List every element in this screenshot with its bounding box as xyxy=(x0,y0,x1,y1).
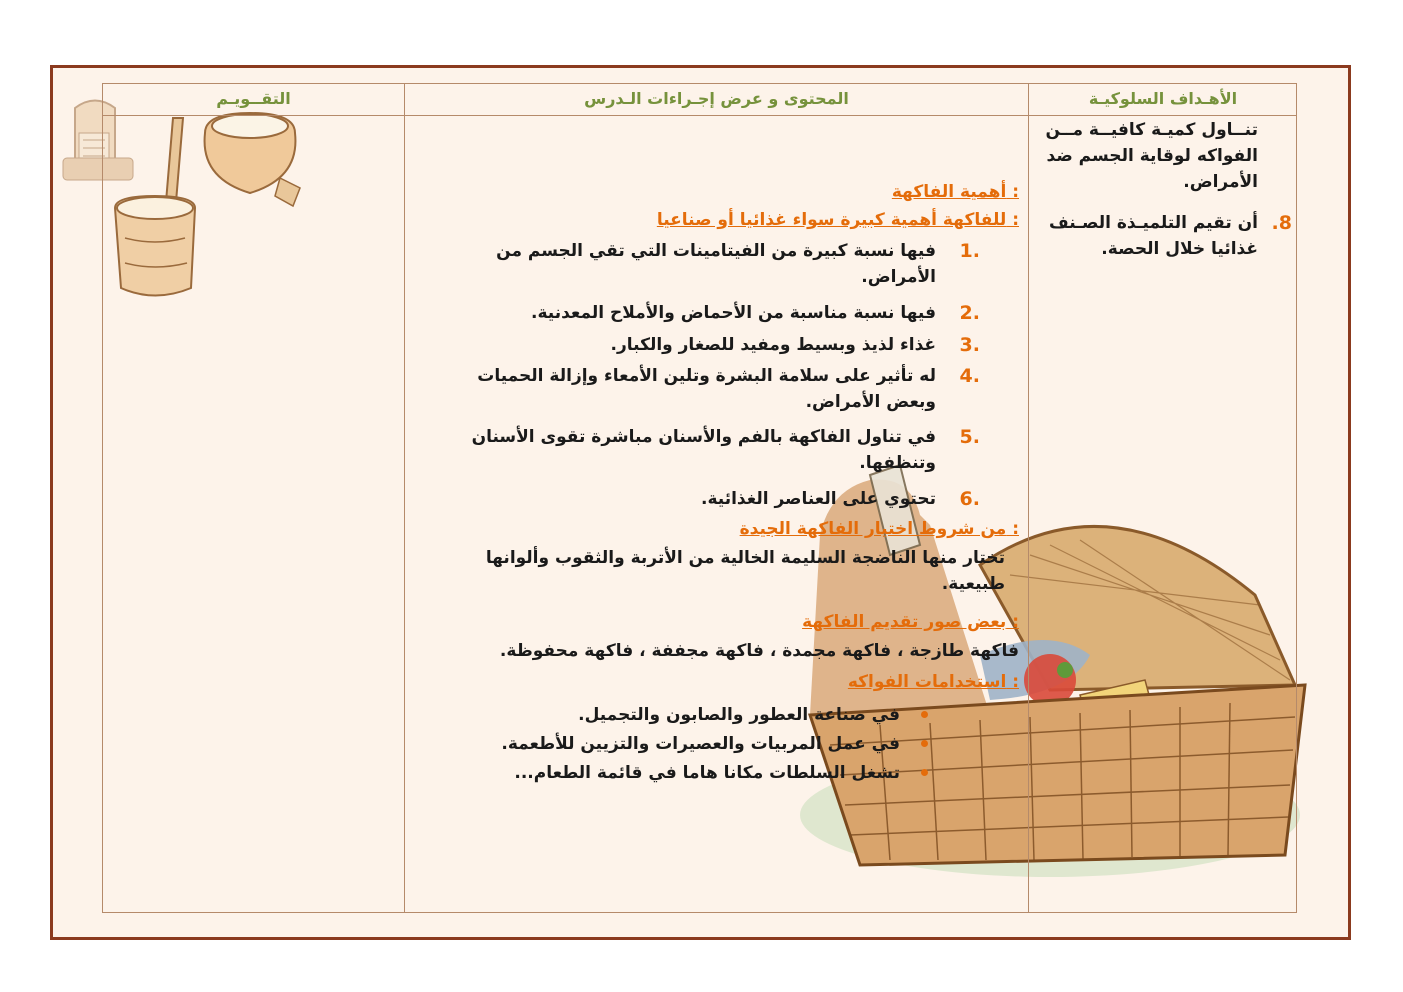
objective-item: تنــاول كميـة كافيــة مــن الفواكه لوقاية الجسم ضد الأمراض. xyxy=(1045,120,1258,192)
bullet-icon xyxy=(921,769,928,776)
list-item xyxy=(420,486,980,516)
list-number: .4 xyxy=(959,365,980,387)
list-item xyxy=(460,760,928,788)
list-text: في صناعة العطور والصابون والتجميل. xyxy=(578,705,900,725)
list-text: غذاء لذيذ وبسيط ومفيد للصغار والكبار. xyxy=(610,335,936,355)
list-text: تشغل السلطات مكانا هاما في قائمة الطعام... xyxy=(514,763,900,783)
list-item xyxy=(420,238,980,298)
uses-heading: استخدامات الفواكه : xyxy=(847,672,1019,692)
list-number: .2 xyxy=(959,302,980,324)
list-number: .1 xyxy=(959,240,980,262)
header-divider xyxy=(102,115,1297,116)
bullet-icon xyxy=(921,740,928,747)
list-number: .3 xyxy=(959,334,980,356)
list-item xyxy=(420,300,980,330)
header-evaluation: التقــويـم xyxy=(216,89,291,108)
list-text: فيها نسبة مناسبة من الأحماض والأملاح المعدنية. xyxy=(531,303,936,323)
serving-text: فاكهة طازجة ، فاكهة مجمدة ، فاكهة مجففة ، فاكهة محفوظة. xyxy=(499,641,1019,661)
list-number: .5 xyxy=(959,426,980,448)
header-content: المحتوى و عرض إجـراءات الـدرس xyxy=(584,89,849,108)
list-text: فيها نسبة كبيرة من الفيتامينات التي تقي الجسم من الأمراض. xyxy=(496,241,936,287)
objective-number: 8. xyxy=(1271,212,1292,234)
importance-subheading: للفاكهة أهمية كبيرة سواء غذائيا أو صناعيا : xyxy=(656,210,1019,230)
list-text: تحتوي على العناصر الغذائية. xyxy=(701,489,936,509)
bullet-icon xyxy=(921,711,928,718)
list-item xyxy=(460,731,928,759)
serving-heading: بعض صور تقديم الفاكهة : xyxy=(802,612,1019,632)
list-item xyxy=(460,702,928,730)
list-text: له تأثير على سلامة البشرة وتلين الأمعاء وإزالة الحميات وبعض الأمراض. xyxy=(477,366,936,412)
list-number: .6 xyxy=(959,488,980,510)
list-item xyxy=(420,363,980,423)
list-item xyxy=(420,332,980,362)
list-item xyxy=(420,424,980,484)
selection-text: تختار منها الناضجة السليمة الخالية من الأتربة والثقوب وألوانها طبيعية. xyxy=(485,548,1005,594)
column-divider xyxy=(404,83,405,913)
objective-item: أن تقيم التلميـذة الصـنف غذائيا خلال الحصة. xyxy=(1048,213,1258,259)
list-text: في عمل المربيات والعصيرات والتزيين للأطعمة. xyxy=(501,734,900,754)
column-divider xyxy=(1028,83,1029,913)
header-objectives: الأهـداف السلوكيـة xyxy=(1088,89,1238,108)
selection-heading: من شروط اختيار الفاكهة الجيدة : xyxy=(739,519,1019,539)
importance-heading: أهمية الفاكهة : xyxy=(891,182,1019,202)
list-text: في تناول الفاكهة بالفم والأسنان مباشرة تقوى الأسنان وتنظفها. xyxy=(471,427,936,473)
